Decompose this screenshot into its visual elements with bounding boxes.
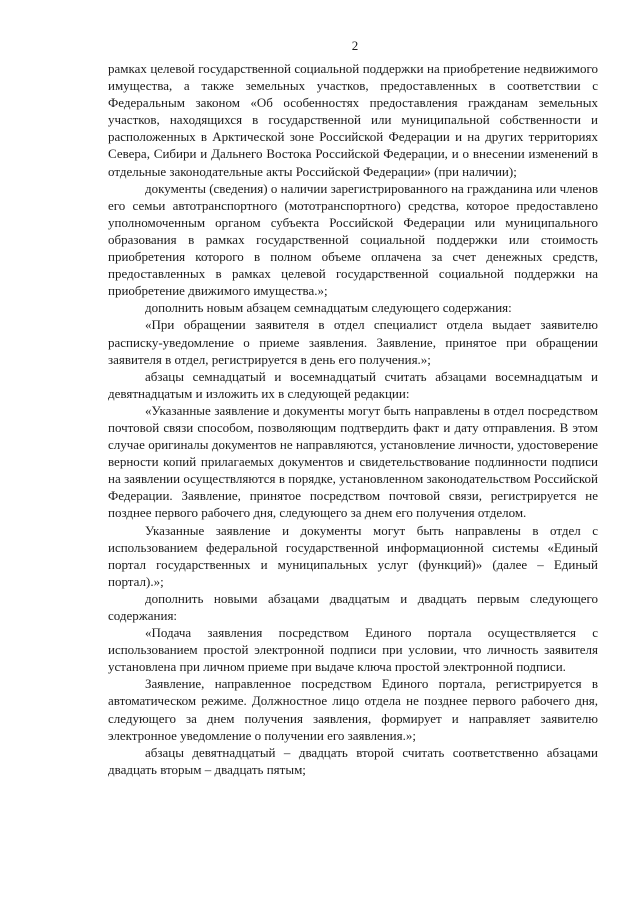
paragraph: абзацы семнадцатый и восемнадцатый считать абзацами восемнадцатым и девятнадцатым и изложить их в следующей редакции:	[108, 368, 598, 401]
paragraph: дополнить новыми абзацами двадцатым и двадцать первым следующего содержания:	[108, 590, 598, 623]
paragraph: документы (сведения) о наличии зарегистрированного на гражданина или членов его семьи автотранспортного (мототранспортного) средства, которое предоставлено уполномоченным органом субъекта Российской Федерации или муниципального образования в рамках государственной социальной поддержки или стоимость приобретения которого в полном объеме оплачена за счет денежных средств, предоставленных в рамках целевой государственной социальной поддержки на приобретение движимого имущества.»;	[108, 180, 598, 299]
paragraph: «Указанные заявление и документы могут быть направлены в отдел посредством почтовой связи способом, позволяющим подтвердить факт и дату отправления. В этом случае оригиналы документов не направляются, установление личности, удостоверение верности копий прилагаемых документов и свидетельствование подлинности подписи на заявлении осуществляются в порядке, установленном законодательством Российской Федерации. Заявление, принятое посредством почтовой связи, регистрируется не позднее первого рабочего дня, следующего за днем его получения отделом.	[108, 402, 598, 521]
paragraph: «Подача заявления посредством Единого портала осуществляется с использованием простой электронной подписи при условии, что личность заявителя установлена при личном приеме при выдаче ключа простой электронной подписи.	[108, 625, 598, 675]
page-number: 2	[351, 38, 359, 53]
paragraph: рамках целевой государственной социальной поддержки на приобретение недвижимого имущества, а также земельных участков, предоставленных в соответствии с Федеральным законом «Об особенностях предоставления гражданам земельных участков, находящихся в государственной или муниципальной собственности и расположенных в Арктической зоне Российской Федерации и на других территориях Севера, Сибири и Дальнего Востока Российской Федерации, и о внесении изменений в отдельные законодательные акты Российской Федерации» (при наличии);	[108, 61, 598, 179]
document-body	[108, 60, 598, 778]
paragraph: дополнить новым абзацем семнадцатым следующего содержания:	[145, 300, 512, 316]
paragraph: Указанные заявление и документы могут быть направлены в отдел с использованием федеральной государственной информационной системы «Единый портал государственных и муниципальных услуг (функций)» (далее – Единый портал).»;	[108, 522, 598, 589]
paragraph: абзацы девятнадцатый – двадцать второй считать соответственно абзацами двадцать вторым – двадцать пятым;	[108, 744, 598, 777]
paragraph: «При обращении заявителя в отдел специалист отдела выдает заявителю расписку-уведомление о приеме заявления. Заявление, принятое при обращении заявителя в отдел, регистрируется в день его получения.»;	[108, 317, 598, 367]
paragraph: Заявление, направленное посредством Единого портала, регистрируется в автоматическом режиме. Должностное лицо отдела не позднее первого рабочего дня, следующего за днем получения заявления, формирует и направляет заявителю электронное уведомление о получении его заявления.»;	[108, 676, 598, 743]
